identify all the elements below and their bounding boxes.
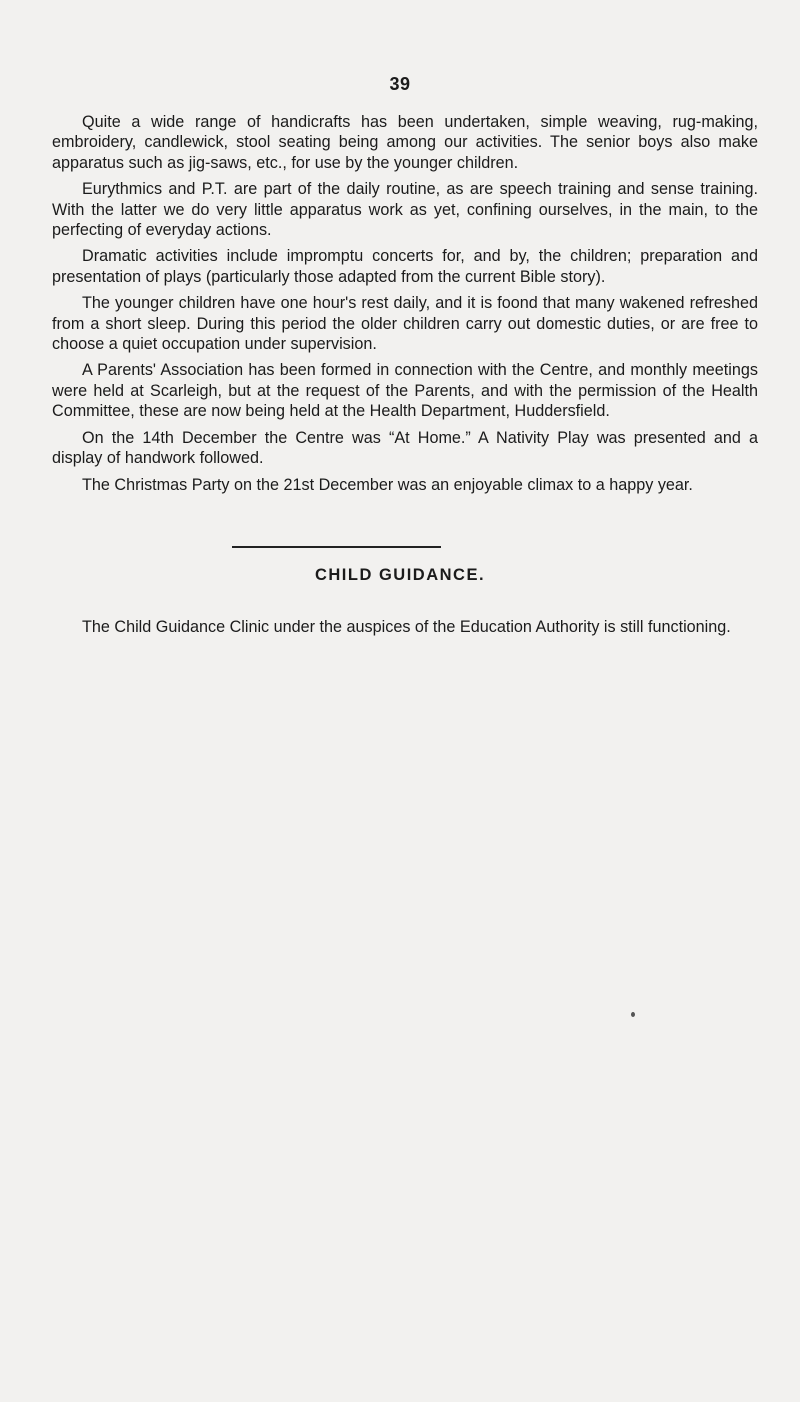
paragraph-parents-association: A Parents' Association has been formed in connection with the Centre, and monthly meetings were held at Scarleigh, but at the request of the Parents, and with the permission of the Health Committee, these are now being held at the Health Department, Huddersfield. bbox=[52, 361, 758, 421]
paragraph-at-home: On the 14th December the Centre was “At Home.” A Nativity Play was presented and a display of handwork followed. bbox=[52, 428, 758, 468]
section-body bbox=[52, 617, 758, 643]
paragraph-rest: The younger children have one hour's rest daily, and it is foond that many wakened refreshed from a short sleep. During this period the older children carry out domestic duties, or are free to choose a quiet occupation under supervision. bbox=[52, 294, 758, 354]
paragraph-christmas-party: The Christmas Party on the 21st December was an enjoyable climax to a happy year. bbox=[82, 475, 693, 494]
section-divider bbox=[232, 546, 441, 548]
print-speck bbox=[631, 1012, 635, 1017]
paragraph-child-guidance: The Child Guidance Clinic under the auspices of the Education Authority is still functioning. bbox=[82, 618, 731, 636]
body-text bbox=[52, 112, 758, 501]
paragraph-eurythmics: Eurythmics and P.T. are part of the daily routine, as are speech training and sense training. With the latter we do very little apparatus work as yet, confining ourselves, in the main, to the perfecting of everyday actions. bbox=[52, 180, 758, 240]
paragraph-handicrafts: Quite a wide range of handicrafts has been undertaken, simple weaving, rug-making, embroidery, candlewick, stool seating being among our activities. The senior boys also make apparatus such as jig-saws, etc., for use by the younger children. bbox=[52, 113, 758, 172]
page-number: 39 bbox=[389, 74, 411, 94]
section-heading: CHILD GUIDANCE. bbox=[314, 566, 486, 584]
paragraph-dramatic-activities: Dramatic activities include impromptu concerts for, and by, the children; preparation and presentation of plays (particularly those adapted from the current Bible story). bbox=[52, 247, 758, 286]
